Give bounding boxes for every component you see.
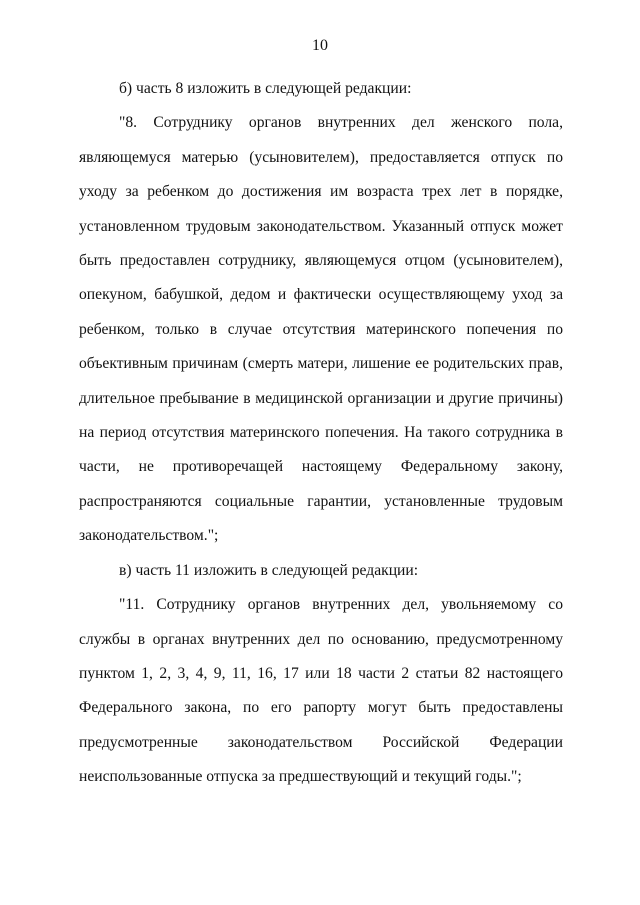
paragraph-part-8-text: "8. Сотруднику органов внутренних дел женского пола, являющемуся матерью (усыновителем), предоставляется отпуск по уходу за ребенком до достижения им возраста трех лет в порядке, установленном трудовым законодательством. Указанный отпуск может быть предоставлен сотруднику, являющемуся отцом (усыновителем), опекуном, бабушкой, дедом и фактически осуществляющему уход за ребенком, только в случае отсутствия материнского попечения по объективным причинам (смерть матери, лишение ее родительских прав, длительное пребывание в медицинской организации и другие причины) на период отсутствия материнского попечения. На такого сотрудника в части, не противоречащей настоящему Федеральному закону, распространяются социальные гарантии, установленные трудовым законодательством."; bbox=[79, 114, 563, 545]
page-number: 10 bbox=[312, 37, 328, 54]
paragraph-amendment-b-intro: б) часть 8 изложить в следующей редакции: bbox=[119, 80, 412, 97]
paragraph-part-11-text: "11. Сотруднику органов внутренних дел, увольняемому со службы в органах внутренних дел по основанию, предусмотренному пунктом 1, 2, 3, 4, 9, 11, 16, 17 или 18 части 2 статьи 82 настоящего Федерального закона, по его рапорту могут быть предоставлены предусмотренные законодательством Российской Федерации неиспользованные отпуска за предшествующий и текущий годы."; bbox=[79, 596, 563, 786]
paragraph-amendment-v-intro: в) часть 11 изложить в следующей редакции: bbox=[119, 561, 419, 579]
document-body bbox=[79, 72, 563, 795]
